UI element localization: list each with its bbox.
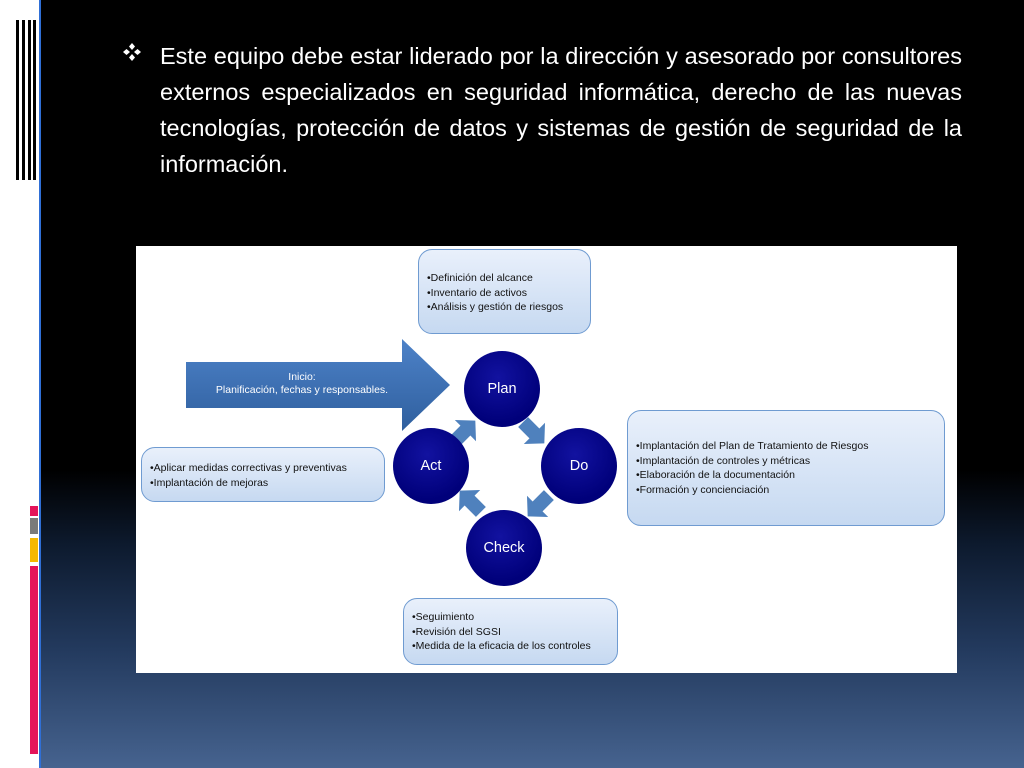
accent-bar-pink [30,566,38,754]
do-item: •Implantación del Plan de Tratamiento de Riesgos [636,440,869,452]
plan-item: •Análisis y gestión de riesgos [427,301,564,313]
start-label-line-2: Planificación, fechas y responsables. [215,384,389,396]
phase-do: Do [541,428,617,504]
check-item: •Medida de la eficacia de los controles [412,640,591,652]
phase-act: Act [393,428,469,504]
phase-check: Check [466,510,542,586]
bullet-paragraph [120,38,962,182]
slide-edge-line [39,0,41,768]
do-item: •Elaboración de la documentación [636,469,795,481]
accent-bar-red [30,506,38,516]
start-label-line-1: Inicio: [288,371,316,383]
slide-edge-decoration [16,0,36,180]
check-item: •Seguimiento [412,611,475,623]
diamond-bullet-icon [120,40,144,64]
pdca-diagram [136,246,957,673]
do-item: •Implantación de controles y métricas [636,454,811,467]
phase-plan: Plan [464,351,540,427]
accent-bar-yellow [30,538,38,562]
plan-item: •Inventario de activos [427,286,527,299]
act-item: •Aplicar medidas correctivas y preventivas [150,462,347,474]
accent-bar-grey [30,518,38,534]
act-item: •Implantación de mejoras [150,476,269,489]
bullet-text: Este equipo debe estar liderado por la dirección y asesorado por consultores externos especializados en seguridad informática, derecho de las nuevas tecnologías, protección de datos y sistemas de gestión de seguridad de la información. [160,43,962,177]
do-item: •Formación y concienciación [636,483,770,496]
check-item: •Revisión del SGSI [412,625,501,638]
plan-item: •Definición del alcance [427,272,533,284]
